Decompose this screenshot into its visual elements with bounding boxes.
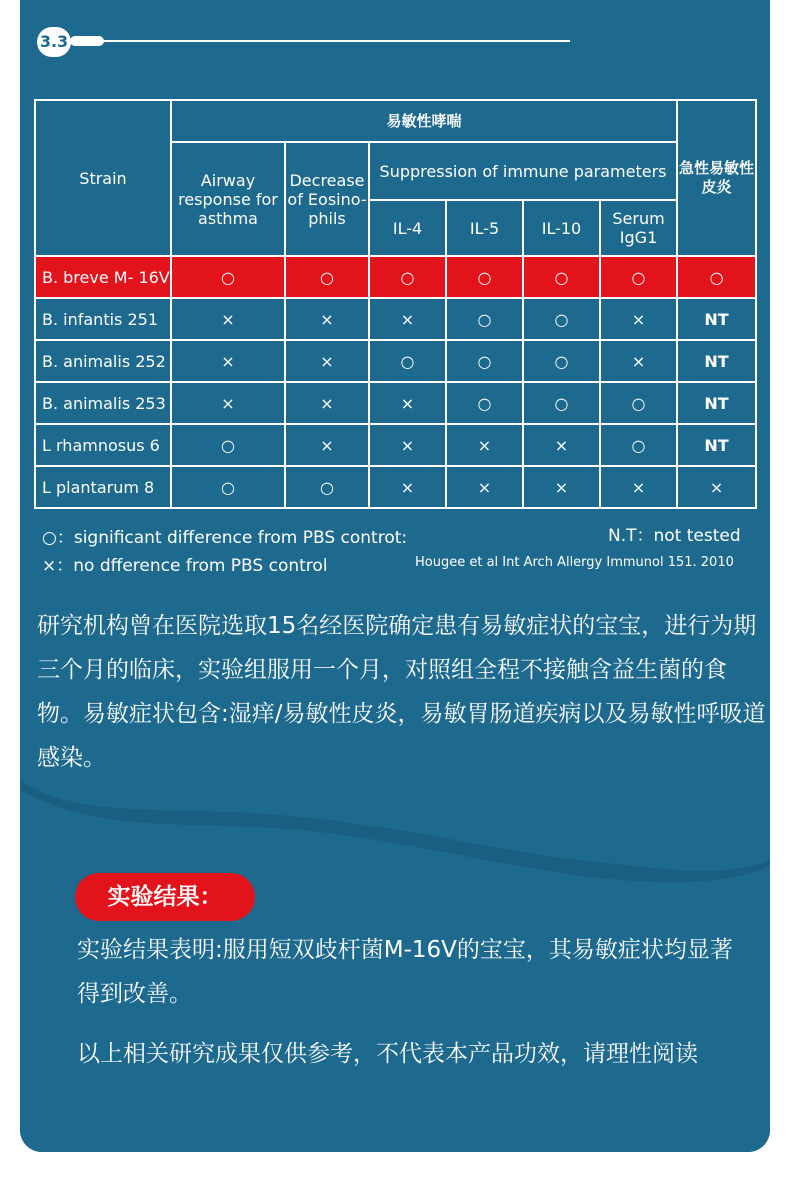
- result-cell: ×: [171, 340, 285, 382]
- result-cell: ○: [677, 256, 756, 298]
- section-number-badge: 3.3: [37, 27, 71, 57]
- result-cell: ○: [285, 466, 369, 508]
- result-cell: ×: [369, 298, 446, 340]
- result-cell: ○: [446, 340, 523, 382]
- eosinophils-header: Decrease of Eosino-phils: [285, 142, 369, 256]
- table-row: [35, 256, 756, 298]
- strain-name: B. breve M- 16V: [35, 256, 171, 298]
- strain-name: B. animalis 253: [35, 382, 171, 424]
- strain-name: B. animalis 252: [35, 340, 171, 382]
- legend-circle: ○：significant difference from PBS controt:: [42, 528, 408, 548]
- result-cell: ×: [446, 424, 523, 466]
- strain-header: Strain: [35, 100, 171, 256]
- result-cell: NT: [677, 340, 756, 382]
- strain-name: B. infantis 251: [35, 298, 171, 340]
- legend-cross: ×：no dfference from PBS control: [42, 556, 328, 576]
- strain-name: L plantarum 8: [35, 466, 171, 508]
- result-cell: ○: [171, 256, 285, 298]
- result-cell: ○: [446, 298, 523, 340]
- result-cell: ○: [523, 298, 600, 340]
- result-cell: NT: [677, 298, 756, 340]
- result-cell: ×: [523, 424, 600, 466]
- result-cell: ×: [369, 382, 446, 424]
- result-cell: ×: [285, 340, 369, 382]
- result-cell: ○: [171, 466, 285, 508]
- result-cell: ×: [677, 466, 756, 508]
- result-cell: ×: [369, 424, 446, 466]
- result-cell: ×: [285, 424, 369, 466]
- result-cell: ○: [446, 382, 523, 424]
- strain-comparison-table: [34, 99, 757, 509]
- result-cell: ×: [369, 466, 446, 508]
- result-cell: ×: [600, 298, 677, 340]
- table-row: [35, 298, 756, 340]
- serum-header: Serum IgG1: [600, 200, 677, 256]
- immune-group-header: Suppression of immune parameters: [369, 142, 677, 200]
- result-text: 实验结果表明:服用短双歧杆菌M-16V的宝宝，其易敏症状均显著得到改善。: [77, 937, 733, 1007]
- result-cell: ×: [446, 466, 523, 508]
- airway-header: Airway response for asthma: [171, 142, 285, 256]
- result-cell: ×: [171, 382, 285, 424]
- section-divider-line: [80, 40, 570, 42]
- result-cell: ○: [600, 382, 677, 424]
- section-line-cap: [70, 36, 104, 46]
- result-cell: ×: [600, 466, 677, 508]
- result-cell: ×: [600, 340, 677, 382]
- il10-header: IL-10: [523, 200, 600, 256]
- disclaimer-text: 以上相关研究成果仅供参考，不代表本产品功效，请理性阅读: [77, 1041, 698, 1067]
- legend-not-tested: N.T：not tested: [608, 526, 741, 546]
- result-cell: ○: [600, 424, 677, 466]
- result-cell: ○: [523, 382, 600, 424]
- result-cell: ○: [523, 340, 600, 382]
- study-description: 研究机构曾在医院选取15名经医院确定患有易敏症状的宝宝，进行为期三个月的临床，实验组服用一个月，对照组全程不接触含益生菌的食物。易敏症状包含:湿痒/易敏性皮炎，易敏胃肠道疾病以及易敏性呼吸道感染。: [37, 613, 766, 771]
- table-row: [35, 424, 756, 466]
- dermatitis-header: 急性易敏性皮炎: [677, 100, 756, 256]
- result-cell: NT: [677, 382, 756, 424]
- asthma-group-header: 易敏性哮喘: [171, 100, 677, 142]
- result-cell: NT: [677, 424, 756, 466]
- result-cell: ○: [171, 424, 285, 466]
- citation-reference: Hougee et al Int Arch Allergy Immunol 151. 2010: [415, 555, 734, 570]
- result-cell: ×: [285, 298, 369, 340]
- il4-header: IL-4: [369, 200, 446, 256]
- content-panel: [20, 0, 770, 1152]
- result-cell: ×: [285, 382, 369, 424]
- table-row: [35, 340, 756, 382]
- result-cell: ×: [171, 298, 285, 340]
- result-cell: ○: [369, 340, 446, 382]
- result-cell: ○: [285, 256, 369, 298]
- result-cell: ○: [523, 256, 600, 298]
- result-cell: ○: [369, 256, 446, 298]
- result-cell: ○: [446, 256, 523, 298]
- result-label-badge: 实验结果：: [75, 873, 255, 921]
- il5-header: IL-5: [446, 200, 523, 256]
- table-row: [35, 382, 756, 424]
- result-cell: ○: [600, 256, 677, 298]
- strain-name: L rhamnosus 6: [35, 424, 171, 466]
- table-row: [35, 466, 756, 508]
- result-cell: ×: [523, 466, 600, 508]
